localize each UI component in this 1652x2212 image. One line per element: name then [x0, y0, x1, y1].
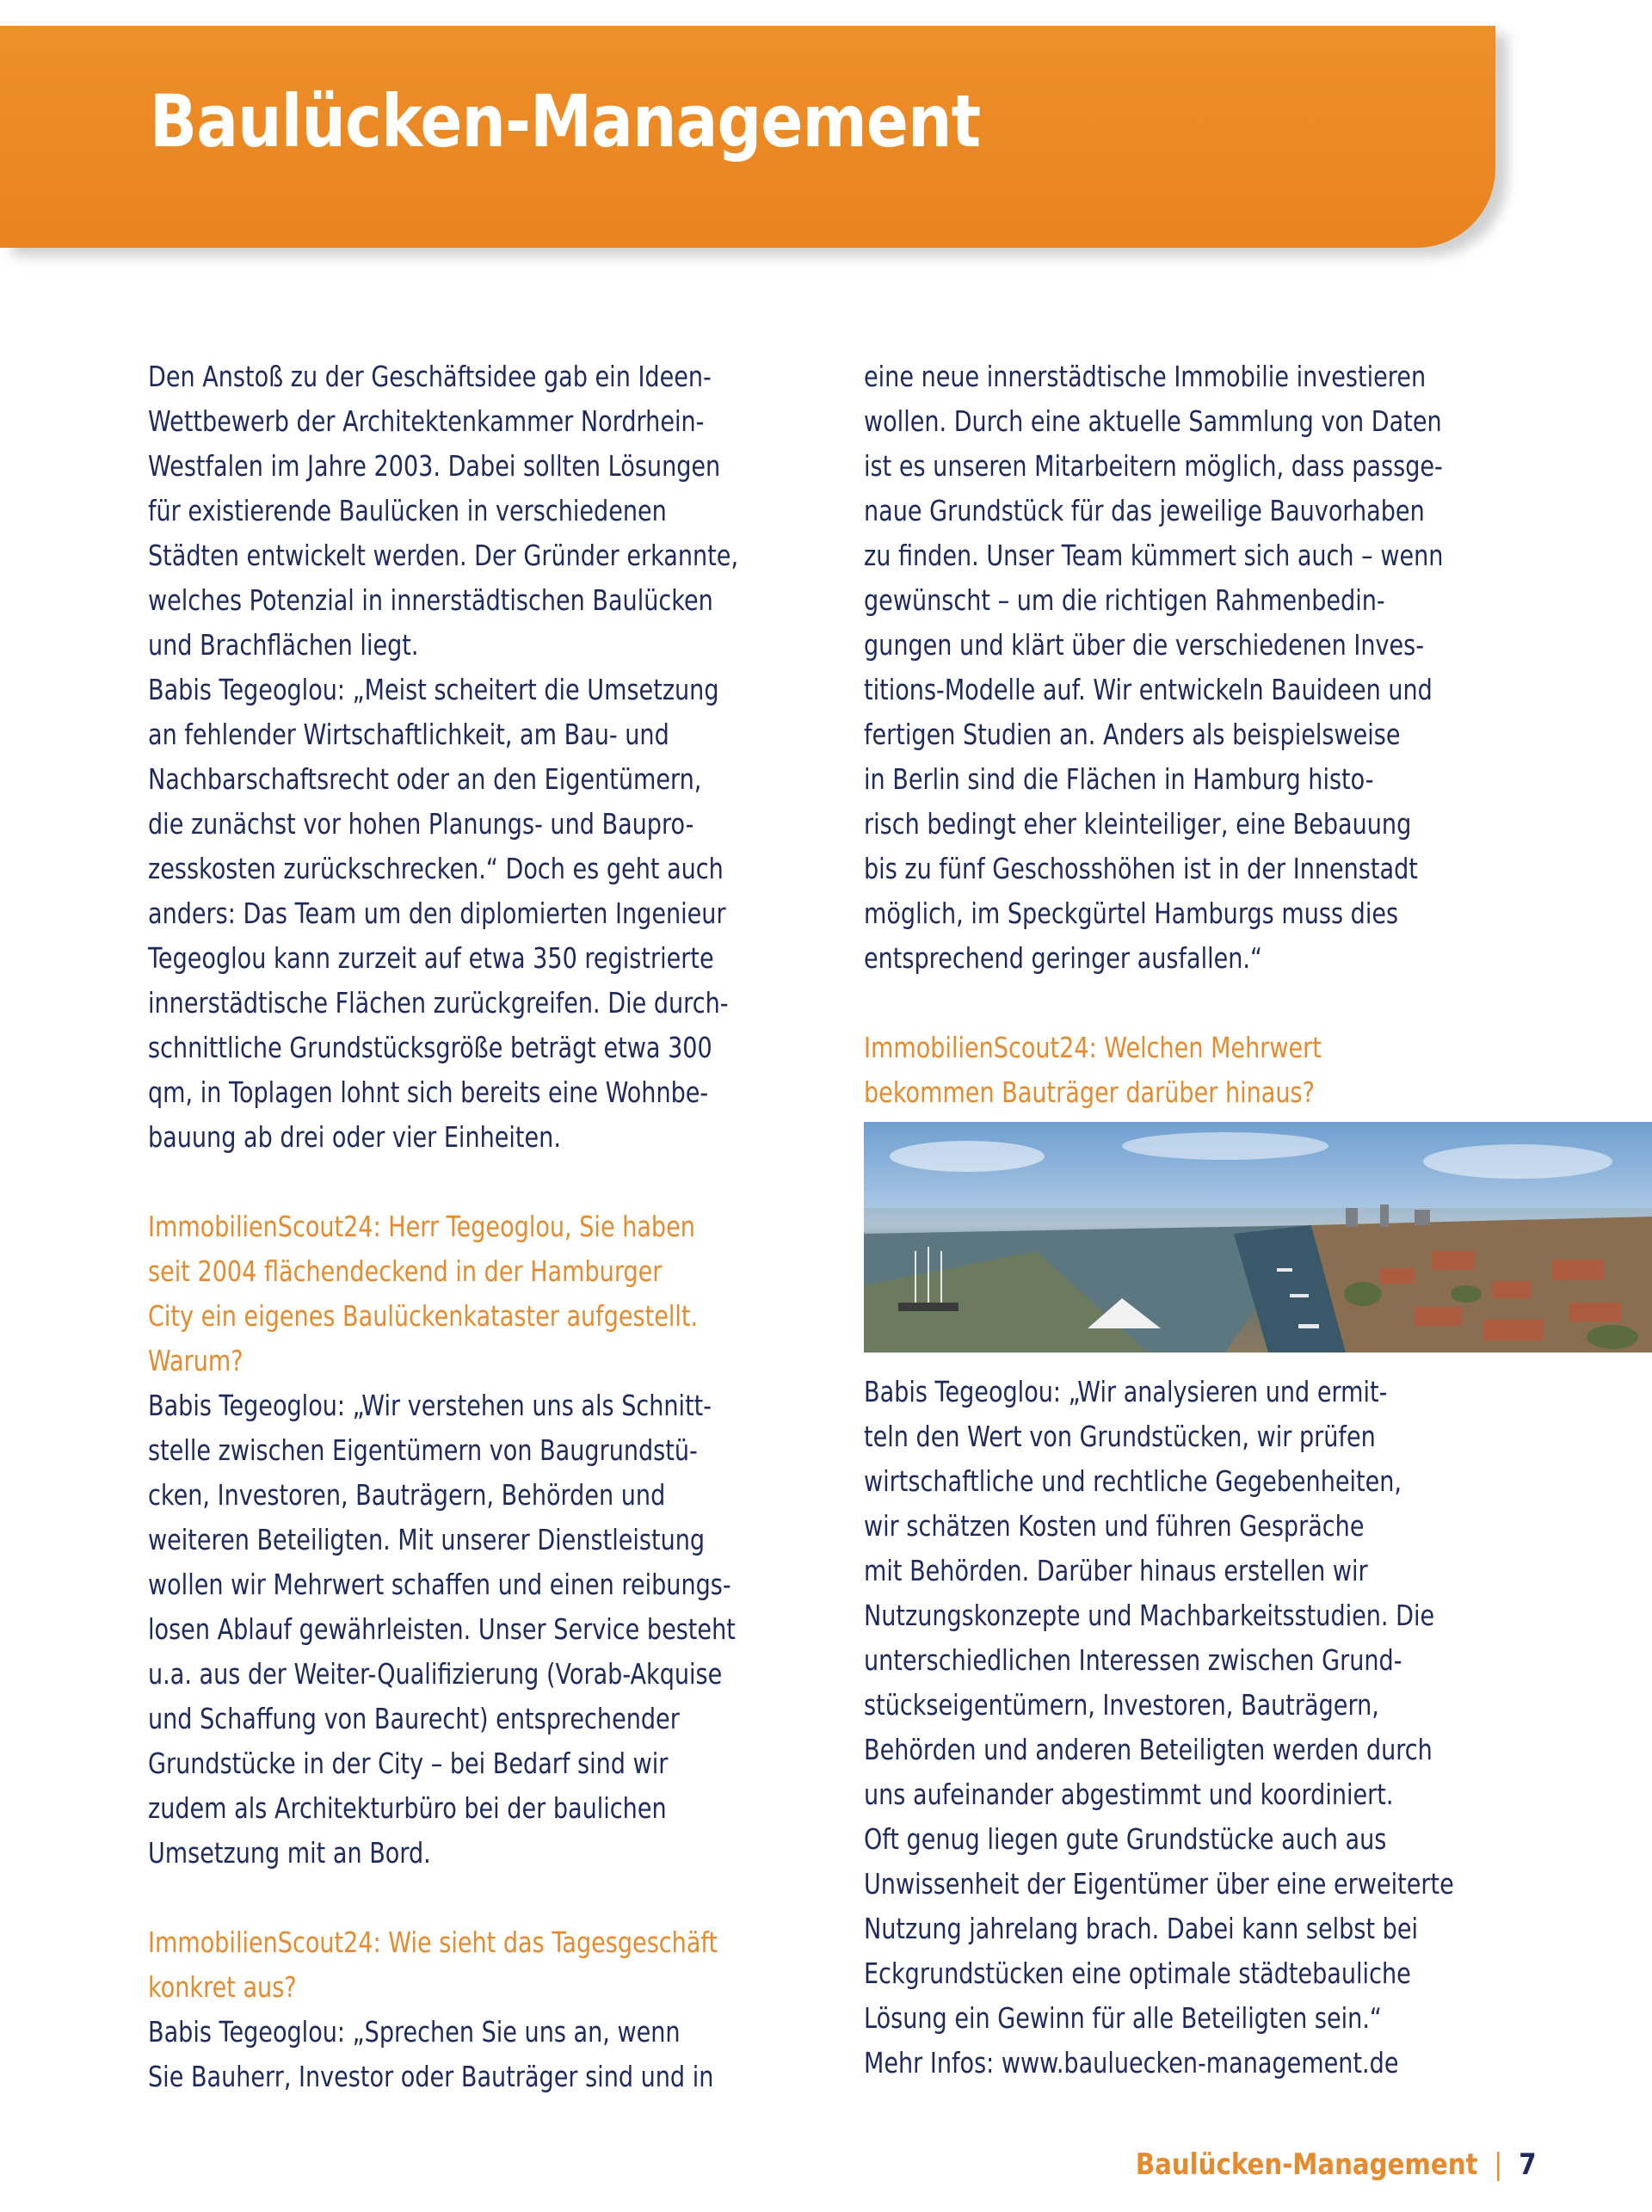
- body-text-line: losen Ablauf gewährleisten. Unser Service besteht: [148, 1612, 736, 1646]
- body-text-line: ist es unseren Mitarbeitern möglich, dass passge-: [864, 449, 1443, 483]
- body-text-line: Eckgrundstücken eine optimale städtebauliche: [864, 1956, 1411, 1990]
- right-column: [864, 354, 1518, 2086]
- body-text-line: Unwissenheit der Eigentümer über eine erweiterte: [864, 1867, 1454, 1901]
- body-text-line: stückseigentümern, Investoren, Bauträgern,: [864, 1688, 1379, 1722]
- body-text-line: mit Behörden. Darüber hinaus erstellen wir: [864, 1554, 1368, 1587]
- right-column-bottom-text: [864, 1370, 1518, 2086]
- body-text-line: wirtschaftliche und rechtliche Gegebenheiten,: [864, 1464, 1402, 1498]
- paragraph-gap: [864, 981, 1518, 1026]
- body-text-line: Den Anstoß zu der Geschäftsidee gab ein Ideen-: [148, 360, 712, 393]
- footer-title: Baulücken-Management: [1136, 2147, 1478, 2182]
- body-text-line: Babis Tegeoglou: „Wir analysieren und ermit-: [864, 1375, 1388, 1408]
- interview-question-line: konkret aus?: [148, 1970, 297, 2004]
- interview-question-line: seit 2004 flächendeckend in der Hamburger: [148, 1254, 663, 1288]
- body-text-line: gungen und klärt über die verschiedenen Inves-: [864, 628, 1425, 662]
- body-text-line: Babis Tegeoglou: „Meist scheitert die Umsetzung: [148, 673, 719, 706]
- body-text-line: Nachbarschaftsrecht oder an den Eigentümern,: [148, 762, 702, 796]
- body-text-line: Sie Bauherr, Investor oder Bauträger sind und in: [148, 2060, 714, 2093]
- body-text-line: wollen wir Mehrwert schaffen und einen reibungs-: [148, 1568, 731, 1601]
- harbor-photo-drawing: [864, 1122, 1652, 1352]
- harbor-panorama-photo: [864, 1122, 1652, 1352]
- body-text-line: an fehlender Wirtschaftlichkeit, am Bau- und: [148, 718, 669, 751]
- body-text-line: entsprechend geringer ausfallen.“: [864, 941, 1263, 975]
- body-text-line: cken, Investoren, Bauträgern, Behörden und: [148, 1478, 666, 1512]
- body-text-line: schnittliche Grundstücksgröße beträgt etwa 300: [148, 1031, 712, 1064]
- body-text-line: Wettbewerb der Architektenkammer Nordrhein-: [148, 404, 705, 438]
- paragraph-gap: [148, 1876, 802, 1920]
- body-text-line: Oft genug liegen gute Grundstücke auch aus: [864, 1822, 1387, 1856]
- body-text-line: bauung ab drei oder vier Einheiten.: [148, 1120, 561, 1154]
- body-text-line: u.a. aus der Weiter-Qualifizierung (Vorab-Akquise: [148, 1657, 723, 1691]
- body-text-line: Grundstücke in der City – bei Bedarf sind wir: [148, 1747, 669, 1780]
- body-text-line: innerstädtische Flächen zurückgreifen. Die durch-: [148, 986, 729, 1020]
- interview-question-line: ImmobilienScout24: Wie sieht das Tagesgeschäft: [148, 1925, 718, 1959]
- body-text-line: Behörden und anderen Beteiligten werden durch: [864, 1733, 1433, 1766]
- body-text-line: Städten entwickelt werden. Der Gründer erkannte,: [148, 539, 739, 572]
- body-text-line: und Brachflächen liegt.: [148, 628, 419, 662]
- body-text-line: fertigen Studien an. Anders als beispielsweise: [864, 718, 1401, 751]
- body-text-line: unterschiedlichen Interessen zwischen Grund-: [864, 1643, 1402, 1677]
- body-text-line: eine neue innerstädtische Immobilie investieren: [864, 360, 1427, 393]
- body-text-line: Babis Tegeoglou: „Sprechen Sie uns an, wenn: [148, 2015, 681, 2049]
- interview-question-line: City ein eigenes Baulückenkataster aufgestellt.: [148, 1299, 699, 1333]
- body-text-line: Umsetzung mit an Bord.: [148, 1836, 431, 1870]
- body-text-line: titions-Modelle auf. Wir entwickeln Bauideen und: [864, 673, 1433, 706]
- body-text-line: Westfalen im Jahre 2003. Dabei sollten Lösungen: [148, 449, 721, 483]
- footer-separator: |: [1494, 2147, 1503, 2182]
- body-text-line: zesskosten zurückschrecken.“ Doch es geht auch: [148, 852, 724, 885]
- body-text-line: wollen. Durch eine aktuelle Sammlung von Daten: [864, 404, 1442, 438]
- page-footer: [1136, 2147, 1537, 2182]
- right-column-top-text: [864, 354, 1518, 1115]
- body-text-line: Mehr Infos: www.bauluecken-management.de: [864, 2046, 1399, 2080]
- body-text-line: stelle zwischen Eigentümern von Baugrundstü-: [148, 1433, 698, 1467]
- body-text-line: die zunächst vor hohen Planungs- und Baupro-: [148, 807, 694, 841]
- body-text-line: Nutzungskonzepte und Machbarkeitsstudien. Die: [864, 1599, 1435, 1632]
- interview-question-line: ImmobilienScout24: Herr Tegeoglou, Sie haben: [148, 1210, 695, 1243]
- body-text-line: in Berlin sind die Flächen in Hamburg histo-: [864, 762, 1374, 796]
- body-text-line: Lösung ein Gewinn für alle Beteiligten sein.“: [864, 2001, 1382, 2035]
- interview-question-line: Warum?: [148, 1344, 243, 1377]
- body-text-line: für existierende Baulücken in verschiedenen: [148, 494, 667, 527]
- left-column: [148, 354, 802, 2099]
- interview-question-line: bekommen Bauträger darüber hinaus?: [864, 1075, 1315, 1109]
- body-text-line: qm, in Toplagen lohnt sich bereits eine Wohnbe-: [148, 1075, 709, 1109]
- body-text-line: uns aufeinander abgestimmt und koordiniert.: [864, 1778, 1394, 1811]
- body-text-line: teln den Wert von Grundstücken, wir prüfen: [864, 1420, 1376, 1453]
- body-text-line: zudem als Architekturbüro bei der baulichen: [148, 1791, 667, 1825]
- interview-question-line: ImmobilienScout24: Welchen Mehrwert: [864, 1031, 1322, 1064]
- body-text-line: wir schätzen Kosten und führen Gespräche: [864, 1509, 1365, 1543]
- body-text-line: anders: Das Team um den diplomierten Ingenieur: [148, 897, 726, 930]
- body-text-line: und Schaffung von Baurecht) entsprechender: [148, 1702, 680, 1735]
- body-text-line: bis zu fünf Geschosshöhen ist in der Innenstadt: [864, 852, 1418, 885]
- body-text-line: Nutzung jahrelang brach. Dabei kann selbst bei: [864, 1912, 1419, 1945]
- body-text-line: weiteren Beteiligten. Mit unserer Dienstleistung: [148, 1523, 706, 1556]
- body-text-line: Tegeoglou kann zurzeit auf etwa 350 registrierte: [148, 941, 714, 975]
- body-text-line: gewünscht – um die richtigen Rahmenbedin-: [864, 583, 1385, 617]
- page-title: Baulücken-Management: [150, 79, 981, 163]
- body-text-line: welches Potenzial in innerstädtischen Baulücken: [148, 583, 713, 617]
- body-text-line: zu finden. Unser Team kümmert sich auch – wenn: [864, 539, 1444, 572]
- body-text-line: Babis Tegeoglou: „Wir verstehen uns als Schnitt-: [148, 1389, 712, 1422]
- body-text-line: risch bedingt eher kleinteiliger, eine Bebauung: [864, 807, 1412, 841]
- page-number: 7: [1519, 2147, 1537, 2182]
- body-text-line: naue Grundstück für das jeweilige Bauvorhaben: [864, 494, 1425, 527]
- body-text-line: möglich, im Speckgürtel Hamburgs muss dies: [864, 897, 1399, 930]
- paragraph-gap: [148, 1160, 802, 1205]
